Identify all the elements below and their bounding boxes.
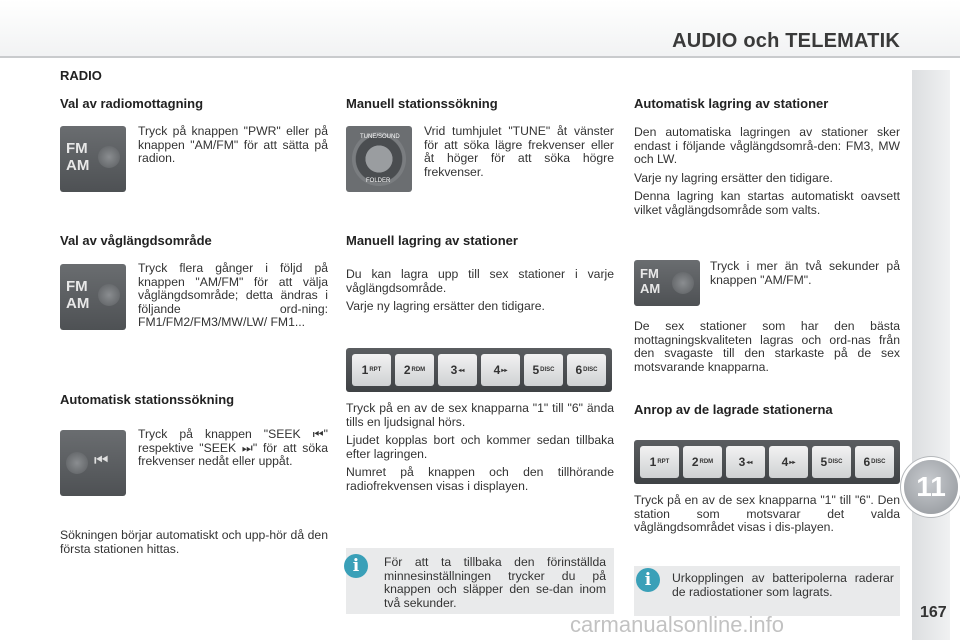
preset-number: 5 <box>820 455 828 469</box>
preset-number: 4 <box>781 455 789 469</box>
preset-sublabel: DISC <box>828 459 843 465</box>
preset-button-6 <box>567 354 606 386</box>
manual-store-heading: Manuell lagring av stationer <box>346 233 518 248</box>
preset-number: 6 <box>575 363 583 377</box>
hold-am-fm-text: Tryck i mer än två sekunder på knappen "AM/FM". <box>710 259 900 287</box>
info-note-right-text: Urkopplingen av batteripolerna raderar de radiostationer som lagrats. <box>672 571 894 599</box>
info-icon: i <box>636 568 660 592</box>
auto-store-text: Den automatiska lagringen av stationer sker endast i följande våglängdsområ-den: FM3, MW och LW. Varje ny lagring ersätter den tidigare. Denna lagring kan startas automatiskt oavsett vilket våglängdsområde som valts. <box>634 125 900 217</box>
preset-button-3 <box>438 354 477 386</box>
fm-am-button-image-2 <box>60 264 126 330</box>
manual-store-steps: Tryck på en av de sex knapparna "1" till "6" ända tills en ljudsignal hörs. Ljudet kopplas bort och kommer sedan tillbaka efter lagringen. Numret på knappen och den tillhörande radiofrekvensen visas i displayen. <box>346 401 614 493</box>
knob-bottom-label: FOLDER <box>366 178 391 184</box>
best-stations-text: De sex stationer som har den bästa mottagningskvaliteten lagras och ord-nas från den svagaste till den starkaste på de sex motsvarande knapparna. <box>634 319 900 374</box>
preset-number: 4 <box>493 363 501 377</box>
preset-button-1 <box>640 446 679 478</box>
recall-text: Tryck på en av de sex knapparna "1" till "6". Den station som motsvarar det valda våglängdsområdet visas i dis-playen. <box>634 493 900 534</box>
preset-sublabel: ▸▸ <box>789 459 796 466</box>
preset-button-2 <box>683 446 722 478</box>
auto-seek-text: Tryck på knappen "SEEK ⏮" respektive "SEEK ⏭" för att söka frekvenser nedåt eller uppåt. <box>138 427 328 468</box>
header-rule <box>0 56 960 58</box>
watermark: carmanualsonline.info <box>570 612 785 637</box>
preset-sublabel: RDM <box>699 459 714 465</box>
preset-number: 6 <box>863 455 871 469</box>
preset-buttons-image <box>346 348 612 392</box>
page-header-title: AUDIO och TELEMATIK <box>672 30 900 52</box>
recall-heading: Anrop av de lagrade stationerna <box>634 402 833 417</box>
button-hole-icon <box>98 146 120 168</box>
preset-button-1 <box>352 354 391 386</box>
fm-am-button-image <box>60 126 126 192</box>
preset-button-3 <box>726 446 765 478</box>
preset-number: 3 <box>738 455 746 469</box>
manual-search-text: Vrid tumhjulet "TUNE" åt vänster för att söka lägre frekvenser eller åt höger för att söka högre frekvenser. <box>424 124 614 179</box>
preset-sublabel: ◂◂ <box>746 459 753 466</box>
info-note-right <box>634 566 900 616</box>
preset-button-5 <box>524 354 563 386</box>
preset-sublabel: RDM <box>411 367 426 373</box>
section-title: RADIO <box>60 68 102 83</box>
fm-am-label-3: FM AM <box>640 266 661 296</box>
chapter-number: 11 <box>916 471 946 502</box>
preset-button-2 <box>395 354 434 386</box>
manual-search-heading: Manuell stationssökning <box>346 96 498 111</box>
preset-button-4 <box>769 446 808 478</box>
preset-number: 2 <box>691 455 699 469</box>
page-number: 167 <box>920 604 947 621</box>
preset-button-6 <box>855 446 894 478</box>
manual-store-text: Du kan lagra upp till sex stationer i varje våglängdsområde. Varje ny lagring ersätter den tidigare. <box>346 267 614 313</box>
info-note-left <box>346 548 614 614</box>
preset-sublabel: DISC <box>871 459 886 465</box>
preset-number: 5 <box>532 363 540 377</box>
preset-number: 3 <box>450 363 458 377</box>
preset-number: 1 <box>649 455 657 469</box>
fm-am-button-image-3 <box>634 260 700 306</box>
preset-buttons-image-2 <box>634 440 900 484</box>
preset-number: 1 <box>361 363 369 377</box>
auto-seek-heading: Automatisk stationssökning <box>60 392 235 407</box>
fm-am-label-2: FM AM <box>66 278 90 312</box>
info-note-left-text: För att ta tillbaka den förinställda minnesinställningen trycker du på knappen och släpper den se-dan inom två sekunder. <box>384 555 606 610</box>
band-select-heading: Val av våglängdsområde <box>60 233 212 248</box>
chapter-badge <box>904 460 958 514</box>
preset-button-5 <box>812 446 851 478</box>
button-hole-icon <box>98 284 120 306</box>
radio-select-text: Tryck på knappen "PWR" eller på knappen "AM/FM" för att sätta på radion. <box>138 124 328 165</box>
preset-number: 2 <box>403 363 411 377</box>
preset-sublabel: DISC <box>583 367 598 373</box>
radio-select-heading: Val av radiomottagning <box>60 96 204 111</box>
tune-knob-image <box>346 126 412 192</box>
button-hole-icon <box>66 452 88 474</box>
seek-button-image <box>60 430 126 496</box>
fm-am-label: FM AM <box>66 140 90 174</box>
preset-button-4 <box>481 354 520 386</box>
band-select-text: Tryck flera gånger i följd på knappen "AM/FM" för att välja våglängdsområde; detta ändras i följande ord-ning: FM1/FM2/FM3/MW/LW/ FM1... <box>138 261 328 329</box>
preset-sublabel: RPT <box>369 367 382 373</box>
preset-sublabel: ◂◂ <box>458 367 465 374</box>
side-tab-strip <box>912 70 950 640</box>
auto-store-heading: Automatisk lagring av stationer <box>634 96 829 111</box>
preset-sublabel: DISC <box>540 367 555 373</box>
preset-sublabel: ▸▸ <box>501 367 508 374</box>
info-icon: i <box>344 554 368 578</box>
skip-back-icon: ⏮ <box>94 452 109 469</box>
auto-seek-footer: Sökningen börjar automatiskt och upp-hör då den första stationen hittas. <box>60 528 328 556</box>
preset-sublabel: RPT <box>657 459 670 465</box>
button-hole-icon <box>672 272 694 294</box>
knob-top-label: TUNE/SOUND <box>360 134 400 140</box>
